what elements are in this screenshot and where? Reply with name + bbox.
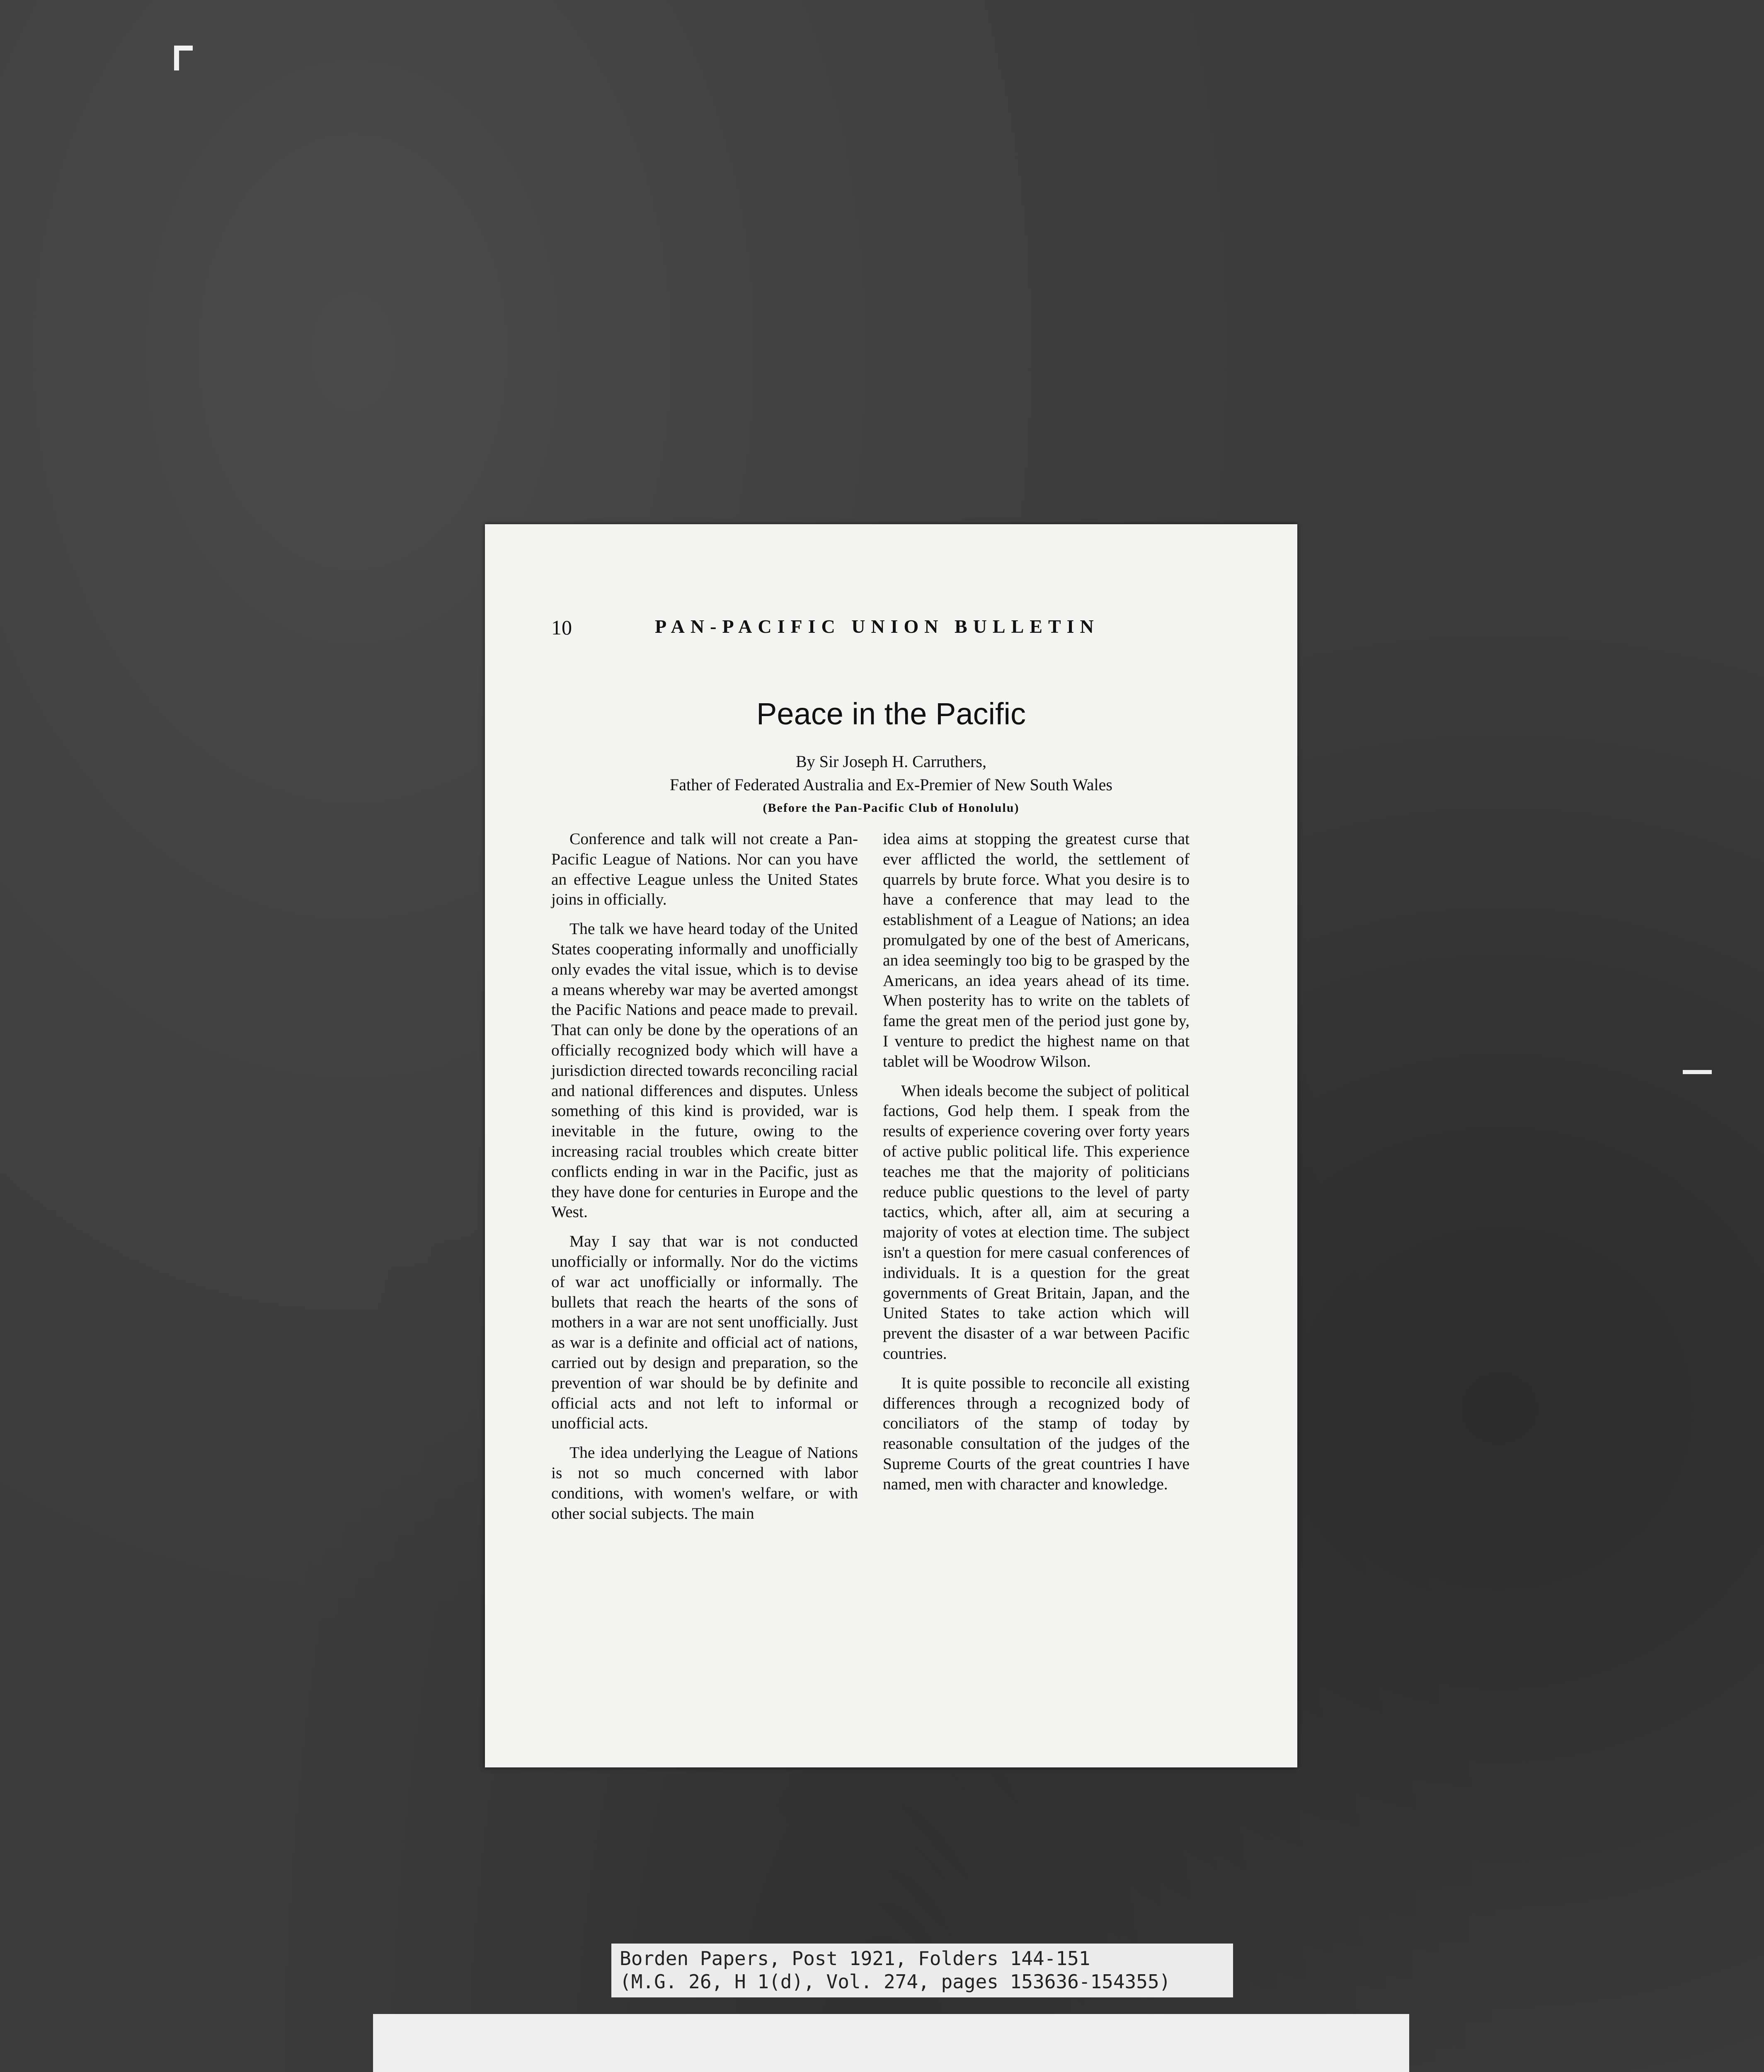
left-column: [551, 829, 858, 1532]
archive-reference-label: [611, 1944, 1233, 1997]
article-title: Peace in the Pacific: [756, 697, 1026, 731]
bulletin-page: [485, 524, 1297, 1767]
archive-reference-line: Borden Papers, Post 1921, Folders 144-151: [620, 1947, 1090, 1970]
page-header: [551, 615, 1165, 640]
paragraph: idea aims at stopping the greatest curse that ever afflicted the world, the settlement of quarrels by brute force. What you desire is to have a conference that may lead to the establishment of a League of Nations; an idea promulgated by one of the best of Americans, an idea seemingly too big to be grasped by the Americans, an idea years ahead of its time. When posterity has to write on the tablets of fame the great men of the period just gone by, I venture to predict the highest name on that tablet will be Woodrow Wilson.: [883, 830, 1190, 1070]
paragraph: The idea underlying the League of Nations is not so much concerned with labor conditions, with women's welfare, or with other social subjects. The main: [551, 1443, 858, 1523]
archive-reference-line: (M.G. 26, H 1(d), Vol. 274, pages 153636-154355): [620, 1970, 1171, 1993]
right-column: [883, 829, 1190, 1503]
paragraph: May I say that war is not conducted unofficially or informally. Nor do the victims of war act unofficially or informally. The bullets that reach the hearts of the sons of mothers in a war are not sent unofficially. Just as war is a definite and official act of nations, carried out by design and preparation, so the prevention of war should be by definite and official acts and not left to informal or unofficial acts.: [551, 1232, 858, 1433]
page-number: 10: [551, 616, 572, 639]
paragraph: When ideals become the subject of political factions, God help them. I speak from the results of experience covering over forty years of active public political life. This experience teaches me that the majority of politicians reduce public questions to the level of party tactics, which, after all, aim at securing a majority of votes at election time. The subject isn't a question for mere casual conferences of individuals. It is a question for the great governments of Great Britain, Japan, and the United States to take action which will prevent the disaster of a war between Pacific countries.: [883, 1081, 1190, 1363]
edge-tick-mark: [1683, 1070, 1712, 1074]
paragraph: Conference and talk will not create a Pan-Pacific League of Nations. Nor can you have an effective League unless the United States joins in officially.: [551, 830, 858, 909]
journal-name: PAN-PACIFIC UNION BULLETIN: [655, 616, 1100, 637]
paragraph: The talk we have heard today of the United States cooperating informally and unofficially only evades the vital issue, which is to devise a means whereby war may be averted amongst the Pacific Nations and peace made to prevail. That can only be done by the operations of an officially recognized body which will have a jurisdiction directed towards reconciling racial and national differences and disputes. Unless something of this kind is provided, war is inevitable in the future, owing to the increasing racial troubles which create bitter conflicts ending in war in the Pacific, just as they have done for centuries in Europe and the West.: [551, 920, 858, 1221]
byline-author: By Sir Joseph H. Carruthers,: [796, 752, 986, 771]
byline-note: (Before the Pan-Pacific Club of Honolulu): [763, 801, 1020, 815]
byline-affiliation: Father of Federated Australia and Ex-Premier of New South Wales: [670, 775, 1112, 794]
byline: [485, 750, 1297, 796]
archive-board: [373, 2014, 1409, 2072]
paragraph: It is quite possible to reconcile all existing differences through a recognized body of conciliators of the stamp of today by reasonable consultation of the judges of the Supreme Courts of the great countries I have named, men with character and knowledge.: [883, 1373, 1190, 1493]
corner-crop-mark: [174, 46, 193, 51]
